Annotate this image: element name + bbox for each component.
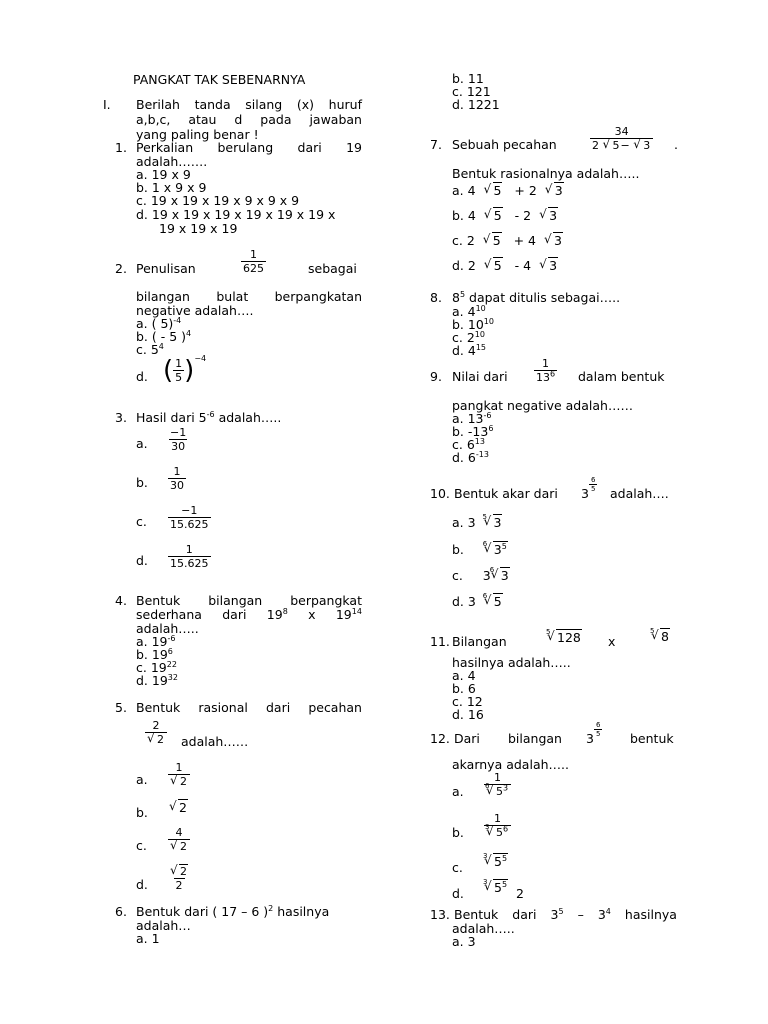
q3-stem: Hasil dari $5^{-6}$ adalah….. bbox=[136, 409, 282, 425]
q4-stem-line-2: sederhana dari $19^8$ x $19^{14}$ bbox=[136, 606, 362, 622]
q6-option-d[interactable]: d. 1221 bbox=[452, 97, 500, 112]
q12-option-a-frac: 1 √ 6 $5^3$ bbox=[484, 771, 511, 798]
q9-option-b[interactable]: b. $-13^6$ bbox=[452, 423, 494, 439]
section-number: I. bbox=[103, 97, 111, 112]
q11-option-d[interactable]: d. 16 bbox=[452, 707, 484, 722]
q10-exponent: $\frac{6}{5}$ bbox=[591, 476, 596, 493]
q1-stem-line-1: Perkalian berulang dari 19 bbox=[136, 140, 362, 155]
q12-number: 12. bbox=[430, 731, 450, 746]
q7-fraction: $\frac{34}{2 √ 5- √ 3}$ bbox=[590, 125, 653, 152]
q10-stem: Bentuk akar dari bbox=[454, 486, 558, 501]
q12-base: 3 bbox=[586, 731, 594, 746]
q2-stem-line-3: negative adalah…. bbox=[136, 303, 254, 318]
q4-stem-line-1: Bentuk bilangan berpangkat bbox=[136, 593, 362, 608]
q7-stem: Sebuah pecahan bbox=[452, 137, 557, 152]
q9-option-a[interactable]: a. $13^{-6}$ bbox=[452, 410, 492, 426]
q2-option-c[interactable]: c. $5^4$ bbox=[136, 341, 164, 357]
q1-option-d[interactable]: d. 19 x 19 x 19 x 19 x 19 x 19 x bbox=[136, 207, 336, 222]
q11-times: x bbox=[608, 634, 616, 649]
q3-number: 3. bbox=[115, 410, 127, 425]
q6-option-a[interactable]: a. 1 bbox=[136, 931, 160, 946]
q9-word-2: dalam bentuk bbox=[578, 369, 665, 384]
q11-root-2: √ 5 8 bbox=[651, 630, 670, 643]
q5-stem-fraction: 2 √ 2 bbox=[145, 719, 167, 746]
q2-word-2: sebagai bbox=[308, 261, 357, 276]
q4-option-c[interactable]: c. $19^{22}$ bbox=[136, 659, 177, 675]
q2-stem-line-2: bilangan bulat berpangkatan bbox=[136, 289, 362, 304]
q5-option-b-root: √ 2 bbox=[169, 801, 188, 814]
q2-fraction: $\frac{1}{625}$ bbox=[243, 248, 264, 275]
q9-option-d[interactable]: d. $6^{-13}$ bbox=[452, 449, 489, 465]
instruction-line-1: Berilah tanda silang (x) huruf bbox=[136, 97, 362, 112]
q7-dot: . bbox=[674, 137, 678, 152]
q5-option-d-frac: √ $\frac{2}{2}$ bbox=[168, 865, 190, 892]
q12-option-b[interactable]: b. bbox=[452, 825, 464, 840]
instruction-line-2: a,b,c, atau d pada jawaban bbox=[136, 112, 362, 127]
q13-number: 13. bbox=[430, 907, 450, 922]
q11-option-a[interactable]: a. 4 bbox=[452, 668, 476, 683]
q4-number: 4. bbox=[115, 593, 127, 608]
q10-option-c[interactable]: c. 3 √ 6 3 bbox=[452, 569, 510, 582]
q2-number: 2. bbox=[115, 261, 127, 276]
q5-option-b[interactable]: b. bbox=[136, 805, 148, 820]
q13-option-a[interactable]: a. 3 bbox=[452, 934, 476, 949]
q12-option-c-root: √ 3 $5^5$ bbox=[484, 855, 508, 868]
q8-stem: $8^5$ dapat ditulis sebagai….. bbox=[452, 289, 621, 305]
q3-option-a-frac: $\frac{-1}{30}$ bbox=[170, 426, 187, 453]
q3-option-c[interactable]: c. bbox=[136, 514, 147, 529]
q9-number: 9. bbox=[430, 369, 442, 384]
q7-option-b[interactable]: b. 4 √ 5 - 2 √ 3 bbox=[452, 209, 558, 222]
q3-option-d-frac: $\frac{1}{15.625}$ bbox=[170, 543, 209, 570]
q10-option-d[interactable]: d. 3 √ 6 5 bbox=[452, 595, 503, 608]
q6-number: 6. bbox=[115, 904, 127, 919]
q3-option-b[interactable]: b. bbox=[136, 475, 148, 490]
q12-option-c[interactable]: c. bbox=[452, 860, 463, 875]
q1-option-b[interactable]: b. 1 x 9 x 9 bbox=[136, 180, 207, 195]
q1-option-a[interactable]: a. 19 x 9 bbox=[136, 167, 191, 182]
q1-number: 1. bbox=[115, 140, 127, 155]
q5-option-c[interactable]: c. bbox=[136, 838, 147, 853]
q12-word-1: Dari bbox=[454, 731, 480, 746]
q5-option-a-frac: 1 √ 2 bbox=[168, 761, 190, 788]
q3-option-b-frac: $\frac{1}{30}$ bbox=[170, 465, 184, 492]
q8-option-d[interactable]: d. $4^{15}$ bbox=[452, 342, 487, 358]
q7-option-c[interactable]: c. 2 √ 5 + 4 √ 3 bbox=[452, 234, 563, 247]
q3-option-a[interactable]: a. bbox=[136, 436, 148, 451]
q10-number: 10. bbox=[430, 486, 450, 501]
q9-fraction: $\frac{1}{13^6}$ bbox=[536, 357, 556, 384]
q5-stem-post: adalah…… bbox=[181, 734, 249, 749]
q5-number: 5. bbox=[115, 700, 127, 715]
q5-option-a[interactable]: a. bbox=[136, 772, 148, 787]
q12-option-b-frac: 1 √ 3 $5^6$ bbox=[484, 812, 511, 839]
q5-option-c-frac: 4 √ 2 bbox=[168, 826, 190, 853]
q4-option-a[interactable]: a. $19^{-6}$ bbox=[136, 633, 176, 649]
q5-option-d[interactable]: d. bbox=[136, 877, 148, 892]
q10-option-a[interactable]: a. 3 √ 5 3 bbox=[452, 516, 502, 529]
q12-word-3: bentuk bbox=[630, 731, 674, 746]
q11-root-1: √ 5 128 bbox=[547, 631, 582, 644]
q8-option-c[interactable]: c. $2^{10}$ bbox=[452, 329, 485, 345]
q6-stem: Bentuk dari ( 17 – 6 )$^2$ hasilnya bbox=[136, 903, 330, 919]
q5-stem-line-1: Bentuk rasional dari pecahan bbox=[136, 700, 362, 715]
q1-stem-line-2: adalah……. bbox=[136, 154, 208, 169]
q1-option-d-cont: 19 x 19 x 19 bbox=[159, 221, 238, 236]
q7-stem-line-2: Bentuk rasionalnya adalah….. bbox=[452, 166, 640, 181]
q2-option-b[interactable]: b. ( - 5 )$^4$ bbox=[136, 328, 192, 344]
q12-option-a[interactable]: a. bbox=[452, 784, 464, 799]
q10-stem-post: adalah…. bbox=[610, 486, 669, 501]
q2-option-d-label[interactable]: d. bbox=[136, 369, 148, 384]
q4-option-b[interactable]: b. $19^6$ bbox=[136, 646, 173, 662]
q7-option-d[interactable]: d. 2 √ 5 - 4 √ 3 bbox=[452, 259, 558, 272]
q12-stem-line-2: akarnya adalah….. bbox=[452, 757, 569, 772]
q12-word-2: bilangan bbox=[508, 731, 562, 746]
page-title: PANGKAT TAK SEBENARNYA bbox=[133, 72, 306, 87]
q8-option-a[interactable]: a. $4^{10}$ bbox=[452, 303, 486, 319]
q13-stem-line-2: adalah….. bbox=[452, 921, 515, 936]
q6-option-c[interactable]: c. 121 bbox=[452, 84, 491, 99]
q7-number: 7. bbox=[430, 137, 442, 152]
q9-option-c[interactable]: c. $6^{13}$ bbox=[452, 436, 485, 452]
q9-stem-line-2: pangkat negative adalah…… bbox=[452, 398, 633, 413]
q12-option-d-root: √ 3 $5^5$ 2 bbox=[484, 881, 524, 894]
q8-number: 8. bbox=[430, 290, 442, 305]
q4-stem-line-3: adalah….. bbox=[136, 621, 199, 636]
q6-stem-line-2: adalah… bbox=[136, 918, 191, 933]
q8-option-b[interactable]: b. $10^{10}$ bbox=[452, 316, 494, 332]
q6-option-b[interactable]: b. 11 bbox=[452, 71, 484, 86]
q2-option-a[interactable]: a. ( 5)$^{-4}$ bbox=[136, 315, 182, 331]
q3-option-d[interactable]: d. bbox=[136, 553, 148, 568]
q7-option-a[interactable]: a. 4 √ 5 + 2 √ 3 bbox=[452, 184, 564, 197]
q11-stem: Bilangan bbox=[452, 634, 507, 649]
q11-number: 11. bbox=[430, 634, 450, 649]
q12-option-d[interactable]: d. bbox=[452, 886, 464, 901]
q11-option-b[interactable]: b. 6 bbox=[452, 681, 476, 696]
q2-word-1: Penulisan bbox=[136, 261, 196, 276]
q11-stem-line-2: hasilnya adalah….. bbox=[452, 655, 571, 670]
q3-option-c-frac: $\frac{-1}{15.625}$ bbox=[170, 504, 209, 531]
q4-option-d[interactable]: d. $19^{32}$ bbox=[136, 672, 178, 688]
q9-word-1: Nilai dari bbox=[452, 369, 508, 384]
instruction-line-3: yang paling benar ! bbox=[136, 127, 259, 142]
q2-option-d-expr: ( $\frac{1}{5}$ )$^{-4}$ bbox=[163, 353, 207, 386]
q10-option-b[interactable]: b. √ 6 $3^5$ bbox=[452, 543, 508, 556]
q11-option-c[interactable]: c. 12 bbox=[452, 694, 483, 709]
q10-base: 3 bbox=[581, 486, 589, 501]
q13-stem-line-1: Bentuk dari $3^5$ – $3^4$ hasilnya bbox=[454, 906, 677, 922]
q1-option-c[interactable]: c. 19 x 19 x 19 x 9 x 9 x 9 bbox=[136, 193, 300, 208]
q12-exponent: $\frac{6}{5}$ bbox=[596, 721, 601, 738]
